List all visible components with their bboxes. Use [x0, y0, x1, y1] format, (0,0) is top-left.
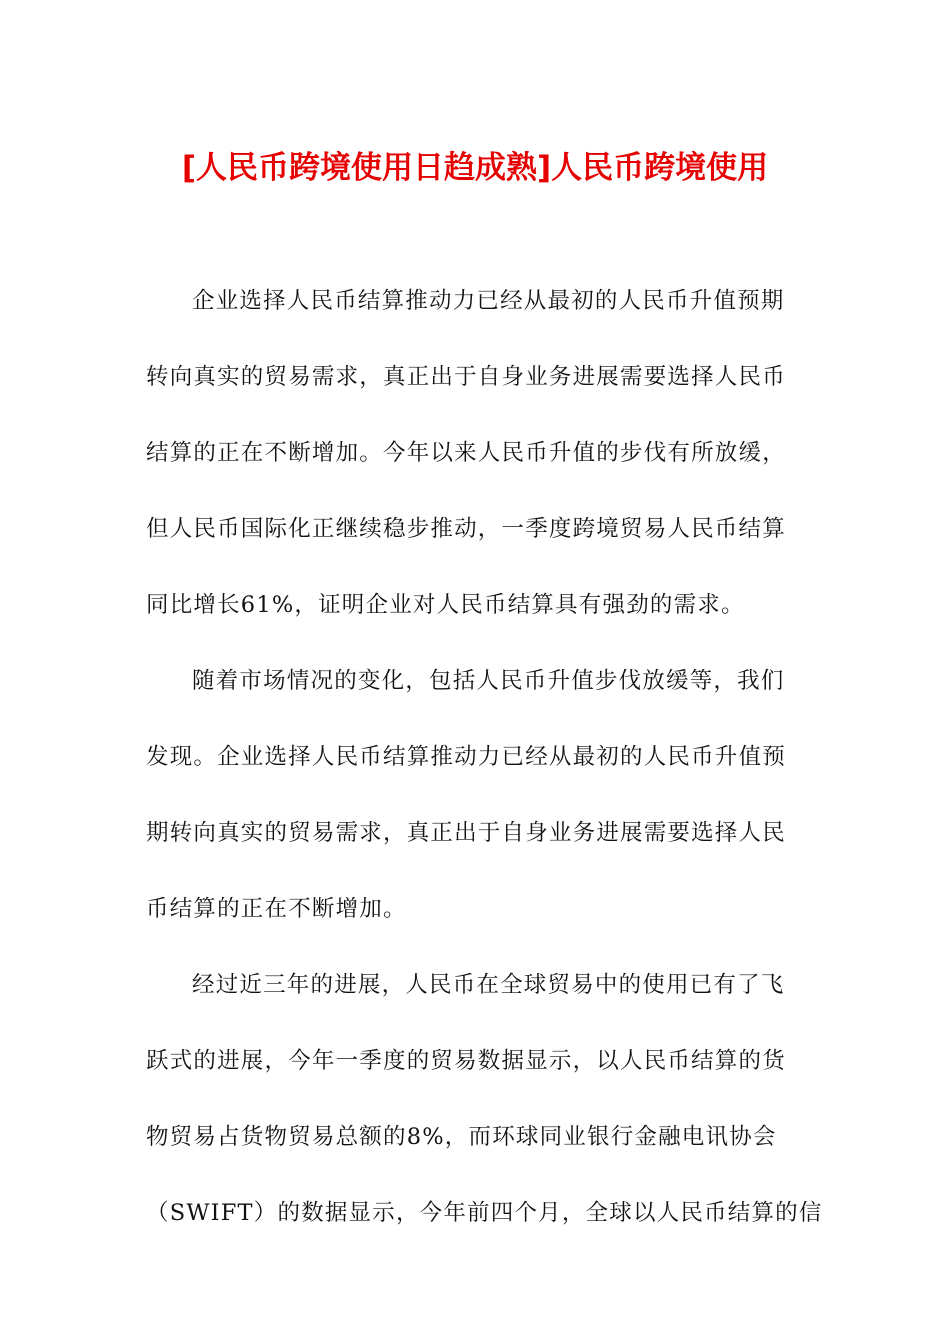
- text-line: 期转向真实的贸易需求，真正出于自身业务进展需要选择人民: [146, 820, 786, 846]
- text-line: 结算的正在不断增加。今年以来人民币升值的步伐有所放缓，: [146, 440, 786, 466]
- text-line: 跃式的进展，今年一季度的贸易数据显示，以人民币结算的货: [146, 1048, 786, 1074]
- paragraph-3: [146, 966, 823, 1232]
- text-line: 物贸易占货物贸易总额的8%，而环球同业银行金融电讯协会: [146, 1124, 777, 1150]
- text-line: （SWIFT）的数据显示，今年前四个月，全球以人民币结算的信: [146, 1200, 823, 1226]
- text-line: 同比增长61%，证明企业对人民币结算具有强劲的需求。: [146, 592, 745, 618]
- paragraph-1: [146, 282, 806, 624]
- text-line: 发现。企业选择人民币结算推动力已经从最初的人民币升值预: [146, 744, 786, 770]
- text-line: 经过近三年的进展，人民币在全球贸易中的使用已有了飞: [192, 972, 785, 998]
- text-line: 币结算的正在不断增加。: [146, 896, 407, 922]
- document-title: [人民币跨境使用日趋成熟]人民币跨境使用: [181, 150, 769, 186]
- text-line: 但人民币国际化正继续稳步推动，一季度跨境贸易人民币结算: [146, 516, 786, 542]
- text-line: 随着市场情况的变化，包括人民币升值步伐放缓等，我们: [192, 668, 785, 694]
- text-line: 企业选择人民币结算推动力已经从最初的人民币升值预期: [192, 288, 785, 314]
- document-body: [146, 282, 823, 1270]
- text-line: 转向真实的贸易需求，真正出于自身业务进展需要选择人民币: [146, 364, 786, 390]
- paragraph-2: [146, 662, 806, 928]
